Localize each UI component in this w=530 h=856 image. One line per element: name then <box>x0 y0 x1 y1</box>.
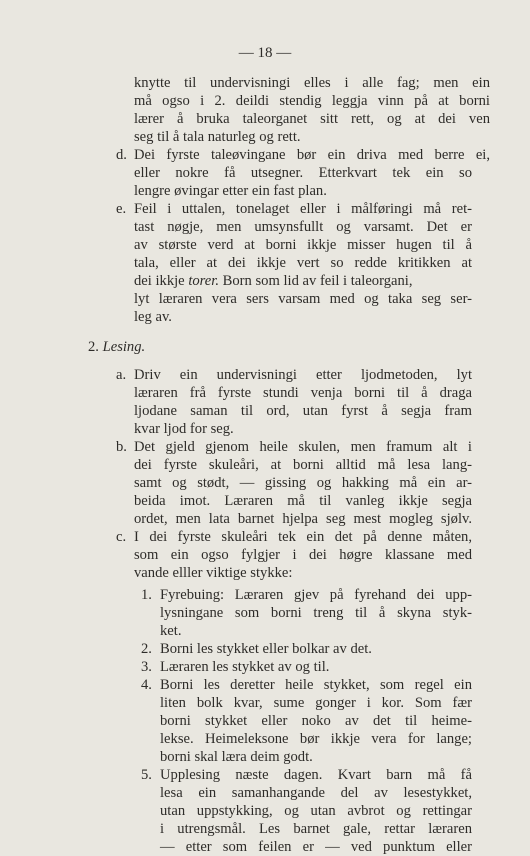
text-line: må ogso i 2. deildi stendig leggja vinn på at borni <box>134 93 490 109</box>
text-line: lesa ein samanhangande del av lesestykket, <box>160 785 472 801</box>
text-line: tast nøgje, men umsynsfullt og varsamt. Det er <box>134 219 472 235</box>
text-line: Det gjeld gjenom heile skulen, men framum alt i <box>134 439 472 455</box>
section-number: 2. <box>88 339 99 355</box>
text-segment: dei ikkje <box>134 273 189 289</box>
text-line: seg til å tala naturleg og rett. <box>134 129 301 145</box>
text-line: lengre øvingar etter ein fast plan. <box>134 183 327 199</box>
text-line <box>134 272 472 290</box>
numbered-marker: 4. <box>141 677 152 693</box>
text-line: Borni les stykket eller bolkar av det. <box>160 641 372 657</box>
text-line: ljodane saman til ord, utan fyrst å segja fram <box>134 403 472 419</box>
text-line: borni skal læra deim godt. <box>160 749 313 765</box>
text-line: i utrengsmål. Les barnet gale, rettar læraren <box>160 821 472 837</box>
text-line: Driv ein undervisningi etter ljodmetoden, lyt <box>134 367 472 383</box>
text-line: I dei fyrste skuleåri tek ein det på denne måten, <box>134 529 472 545</box>
text-segment: Born som lid av feil i taleorgani, <box>219 273 413 289</box>
text-line: Upplesing næste dagen. Kvart barn må få <box>160 767 472 783</box>
item-marker: b. <box>116 439 127 455</box>
text-line: ordet, men lata barnet hjelpa seg mest mogleg sjølv. <box>134 511 472 527</box>
text-line: som ein ogso fylgjer i dei høgre klassane med <box>134 547 472 563</box>
numbered-marker: 5. <box>141 767 152 783</box>
text-line: læraren frå fyrste stundi venja borni til å draga <box>134 385 472 401</box>
numbered-marker: 2. <box>141 641 152 657</box>
text-line: Borni les deretter heile stykket, som regel ein <box>160 677 472 693</box>
text-line: dei fyrste skuleåri, at borni alltid må lesa lang- <box>134 457 472 473</box>
item-marker: d. <box>116 147 127 163</box>
text-line: lyt læraren vera sers varsam med og taka seg ser- <box>134 291 472 307</box>
text-line: leg av. <box>134 309 172 325</box>
text-line: eller nokre få utsegner. Etterkvart tek ein so <box>134 165 472 181</box>
page-number: — 18 — <box>238 45 292 61</box>
text-line: utan uppstykking, og utan avbrot og rettingar <box>160 803 472 819</box>
text-line: Dei fyrste taleøvingane bør ein driva med berre ei, <box>134 147 490 163</box>
italic-word: torer. <box>188 273 219 289</box>
numbered-marker: 3. <box>141 659 152 675</box>
item-marker: a. <box>116 367 127 383</box>
section-heading <box>88 338 145 356</box>
item-marker: e. <box>116 201 127 217</box>
text-line: lærer å bruka taleorganet sitt rett, og at dei ven <box>134 111 490 127</box>
text-line: ket. <box>160 623 182 639</box>
text-line: lekse. Heimeleksone bør ikkje vera for lange; <box>160 731 472 747</box>
text-line: knytte til undervisningi elles i alle fag; men ein <box>134 75 490 91</box>
text-line: beida imot. Læraren må til vanleg ikkje segja <box>134 493 472 509</box>
text-line: borni stykket eller noko av det til heime- <box>160 713 472 729</box>
text-line: samt og stødt, — gissing og hakking må ein ar- <box>134 475 472 491</box>
item-marker: c. <box>116 529 127 545</box>
text-line: Fyrebuing: Læraren gjev på fyrehand dei upp- <box>160 587 472 603</box>
text-line: kvar ljod for seg. <box>134 421 234 437</box>
text-line: vande elller viktige stykke: <box>134 565 293 581</box>
section-title: Lesing. <box>102 339 146 355</box>
text-line: Læraren les stykket av og til. <box>160 659 330 675</box>
text-line: av største verd at borni ikkje misser hugen til å <box>134 237 472 253</box>
text-line: — etter som feilen er — ved punktum eller <box>160 839 472 855</box>
text-line: Feil i uttalen, tonelaget eller i målføringi må ret- <box>134 201 472 217</box>
numbered-marker: 1. <box>141 587 152 603</box>
text-line: lysningane som borni treng til å skyna styk- <box>160 605 472 621</box>
text-line: liten bolk kvar, sume gonger i kor. Som fær <box>160 695 472 711</box>
text-line: tala, eller at dei ikkje vert so redde kritikken at <box>134 255 472 271</box>
